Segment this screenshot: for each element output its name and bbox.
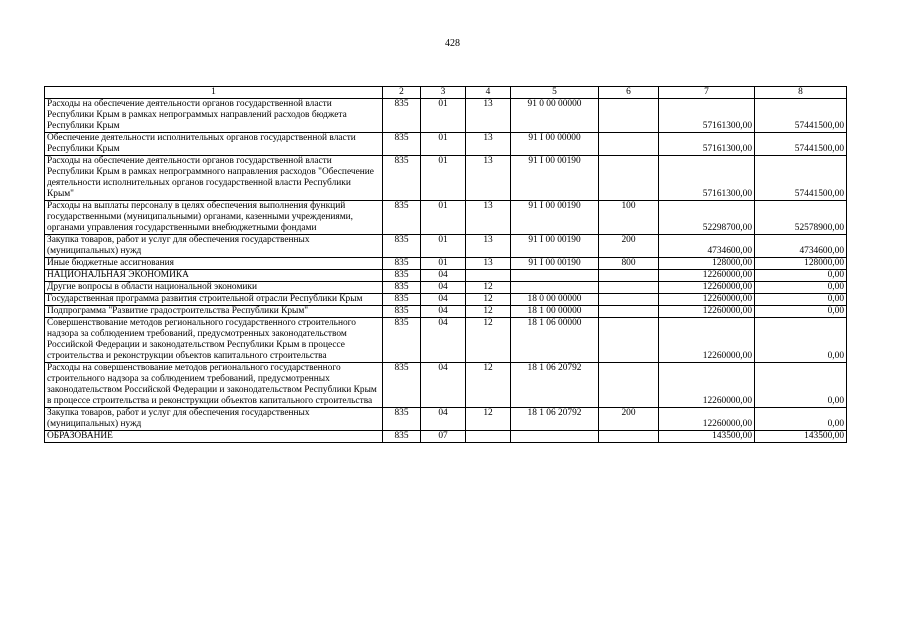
cell-grbs: 835 xyxy=(383,270,421,282)
cell-grbs: 835 xyxy=(383,258,421,270)
cell-subsection: 12 xyxy=(466,282,511,294)
cell-grbs: 835 xyxy=(383,156,421,201)
table-row xyxy=(45,282,847,294)
cell-section: 01 xyxy=(421,133,466,156)
cell-expense-type xyxy=(599,363,659,408)
cell-sum-year-2: 0,00 xyxy=(755,408,847,431)
cell-section: 04 xyxy=(421,318,466,363)
column-header: 1 xyxy=(45,87,383,99)
cell-expense-type xyxy=(599,99,659,133)
cell-sum-year-2: 0,00 xyxy=(755,306,847,318)
table-row xyxy=(45,133,847,156)
cell-target-article: 91 I 00 00000 xyxy=(511,133,599,156)
cell-sum-year-2: 57441500,00 xyxy=(755,156,847,201)
cell-expense-type xyxy=(599,270,659,282)
cell-sum-year-2: 0,00 xyxy=(755,318,847,363)
cell-sum-year-1: 143500,00 xyxy=(659,431,755,443)
cell-target-article xyxy=(511,270,599,282)
cell-section: 04 xyxy=(421,294,466,306)
cell-sum-year-1: 12260000,00 xyxy=(659,363,755,408)
cell-subsection: 13 xyxy=(466,235,511,258)
cell-sum-year-2: 4734600,00 xyxy=(755,235,847,258)
cell-section: 04 xyxy=(421,306,466,318)
cell-section: 04 xyxy=(421,408,466,431)
cell-expense-type xyxy=(599,306,659,318)
column-header: 2 xyxy=(383,87,421,99)
table-row xyxy=(45,318,847,363)
cell-sum-year-2: 52578900,00 xyxy=(755,201,847,235)
cell-grbs: 835 xyxy=(383,363,421,408)
table-row xyxy=(45,270,847,282)
table-row xyxy=(45,201,847,235)
cell-sum-year-2: 143500,00 xyxy=(755,431,847,443)
cell-section: 01 xyxy=(421,235,466,258)
cell-sum-year-1: 57161300,00 xyxy=(659,156,755,201)
cell-sum-year-2: 0,00 xyxy=(755,363,847,408)
cell-sum-year-2: 128000,00 xyxy=(755,258,847,270)
cell-sum-year-1: 57161300,00 xyxy=(659,99,755,133)
table-row xyxy=(45,431,847,443)
table-row xyxy=(45,258,847,270)
cell-target-article: 18 1 06 20792 xyxy=(511,363,599,408)
cell-grbs: 835 xyxy=(383,235,421,258)
cell-grbs: 835 xyxy=(383,133,421,156)
cell-expense-type: 100 xyxy=(599,201,659,235)
column-header: 7 xyxy=(659,87,755,99)
cell-target-article: 91 0 00 00000 xyxy=(511,99,599,133)
cell-expense-type xyxy=(599,133,659,156)
table-row xyxy=(45,294,847,306)
cell-target-article: 91 I 00 00190 xyxy=(511,235,599,258)
cell-sum-year-1: 12260000,00 xyxy=(659,294,755,306)
cell-sum-year-1: 4734600,00 xyxy=(659,235,755,258)
row-name: Обеспечение деятельности исполнительных органов государственной власти Республики Крым xyxy=(45,133,383,156)
cell-subsection: 13 xyxy=(466,201,511,235)
cell-target-article: 91 I 00 00190 xyxy=(511,258,599,270)
cell-sum-year-1: 12260000,00 xyxy=(659,282,755,294)
cell-sum-year-2: 0,00 xyxy=(755,270,847,282)
row-name: Иные бюджетные ассигнования xyxy=(45,258,383,270)
cell-grbs: 835 xyxy=(383,201,421,235)
cell-subsection xyxy=(466,270,511,282)
table-row xyxy=(45,235,847,258)
page-number: 428 xyxy=(445,38,460,49)
budget-table xyxy=(44,86,847,443)
column-header: 8 xyxy=(755,87,847,99)
column-header: 5 xyxy=(511,87,599,99)
cell-expense-type xyxy=(599,431,659,443)
cell-target-article xyxy=(511,282,599,294)
cell-subsection: 12 xyxy=(466,318,511,363)
cell-grbs: 835 xyxy=(383,318,421,363)
cell-section: 04 xyxy=(421,363,466,408)
cell-section: 01 xyxy=(421,99,466,133)
cell-grbs: 835 xyxy=(383,294,421,306)
cell-subsection: 12 xyxy=(466,306,511,318)
table-row xyxy=(45,99,847,133)
cell-section: 01 xyxy=(421,258,466,270)
header-row xyxy=(45,87,847,99)
row-name: Расходы на обеспечение деятельности органов государственной власти Республики Крым в рамках непрограммного направления расходов "Обеспечение деятельности исполнительных органов государственной власти Республики Крым" xyxy=(45,156,383,201)
cell-expense-type: 200 xyxy=(599,408,659,431)
cell-grbs: 835 xyxy=(383,282,421,294)
table-row xyxy=(45,363,847,408)
cell-sum-year-1: 52298700,00 xyxy=(659,201,755,235)
cell-sum-year-1: 12260000,00 xyxy=(659,408,755,431)
cell-section: 01 xyxy=(421,201,466,235)
row-name: Расходы на выплаты персоналу в целях обеспечения выполнения функций государственными (муниципальными) органами, казенными учреждениями, органами управления государственными внебюджетными фондами xyxy=(45,201,383,235)
cell-expense-type xyxy=(599,156,659,201)
cell-subsection: 13 xyxy=(466,156,511,201)
cell-target-article xyxy=(511,431,599,443)
cell-grbs: 835 xyxy=(383,306,421,318)
cell-grbs: 835 xyxy=(383,99,421,133)
cell-section: 07 xyxy=(421,431,466,443)
cell-target-article: 91 I 00 00190 xyxy=(511,156,599,201)
cell-grbs: 835 xyxy=(383,408,421,431)
row-name: Государственная программа развития строительной отрасли Республики Крым xyxy=(45,294,383,306)
cell-sum-year-2: 57441500,00 xyxy=(755,99,847,133)
row-name: ОБРАЗОВАНИЕ xyxy=(45,431,383,443)
cell-sum-year-1: 57161300,00 xyxy=(659,133,755,156)
row-name: Расходы на обеспечение деятельности органов государственной власти Республики Крым в рамках непрограммых направлений расходов бюджета Республики Крым xyxy=(45,99,383,133)
cell-subsection: 13 xyxy=(466,99,511,133)
cell-sum-year-2: 57441500,00 xyxy=(755,133,847,156)
cell-subsection: 13 xyxy=(466,258,511,270)
cell-target-article: 18 1 06 20792 xyxy=(511,408,599,431)
cell-subsection: 13 xyxy=(466,133,511,156)
cell-expense-type: 800 xyxy=(599,258,659,270)
cell-target-article: 18 1 06 00000 xyxy=(511,318,599,363)
cell-subsection: 12 xyxy=(466,363,511,408)
cell-expense-type: 200 xyxy=(599,235,659,258)
row-name: НАЦИОНАЛЬНАЯ ЭКОНОМИКА xyxy=(45,270,383,282)
column-header: 6 xyxy=(599,87,659,99)
cell-sum-year-1: 128000,00 xyxy=(659,258,755,270)
cell-expense-type xyxy=(599,294,659,306)
cell-sum-year-1: 12260000,00 xyxy=(659,318,755,363)
cell-grbs: 835 xyxy=(383,431,421,443)
cell-target-article: 18 1 00 00000 xyxy=(511,306,599,318)
cell-sum-year-2: 0,00 xyxy=(755,282,847,294)
cell-expense-type xyxy=(599,282,659,294)
cell-subsection: 12 xyxy=(466,294,511,306)
cell-section: 04 xyxy=(421,282,466,294)
column-header: 3 xyxy=(421,87,466,99)
row-name: Закупка товаров, работ и услуг для обеспечения государственных (муниципальных) нужд xyxy=(45,408,383,431)
column-header: 4 xyxy=(466,87,511,99)
table-row xyxy=(45,306,847,318)
row-name: Закупка товаров, работ и услуг для обеспечения государственных (муниципальных) нужд xyxy=(45,235,383,258)
row-name: Подпрограмма "Развитие градостроительства Республики Крым" xyxy=(45,306,383,318)
row-name: Совершенствование методов регионального государственного строительного надзора за соблюдением требований, предусмотренных законодательством Российской Федерации и законодательством Республики Крым в процессе строительства и реконструкции объектов капитального строительства xyxy=(45,318,383,363)
cell-section: 04 xyxy=(421,270,466,282)
cell-sum-year-2: 0,00 xyxy=(755,294,847,306)
table-row xyxy=(45,408,847,431)
cell-sum-year-1: 12260000,00 xyxy=(659,270,755,282)
row-name: Другие вопросы в области национальной экономики xyxy=(45,282,383,294)
cell-section: 01 xyxy=(421,156,466,201)
cell-subsection xyxy=(466,431,511,443)
cell-expense-type xyxy=(599,318,659,363)
row-name: Расходы на совершенствование методов регионального государственного строительного надзора за соблюдением требований, предусмотренных законодательством Российской Федерации и законодательством Республики Крым в процессе строительства и реконструкции объектов капитального строительства xyxy=(45,363,383,408)
table-row xyxy=(45,156,847,201)
cell-target-article: 91 I 00 00190 xyxy=(511,201,599,235)
cell-sum-year-1: 12260000,00 xyxy=(659,306,755,318)
table-body xyxy=(45,99,847,443)
cell-target-article: 18 0 00 00000 xyxy=(511,294,599,306)
cell-subsection: 12 xyxy=(466,408,511,431)
